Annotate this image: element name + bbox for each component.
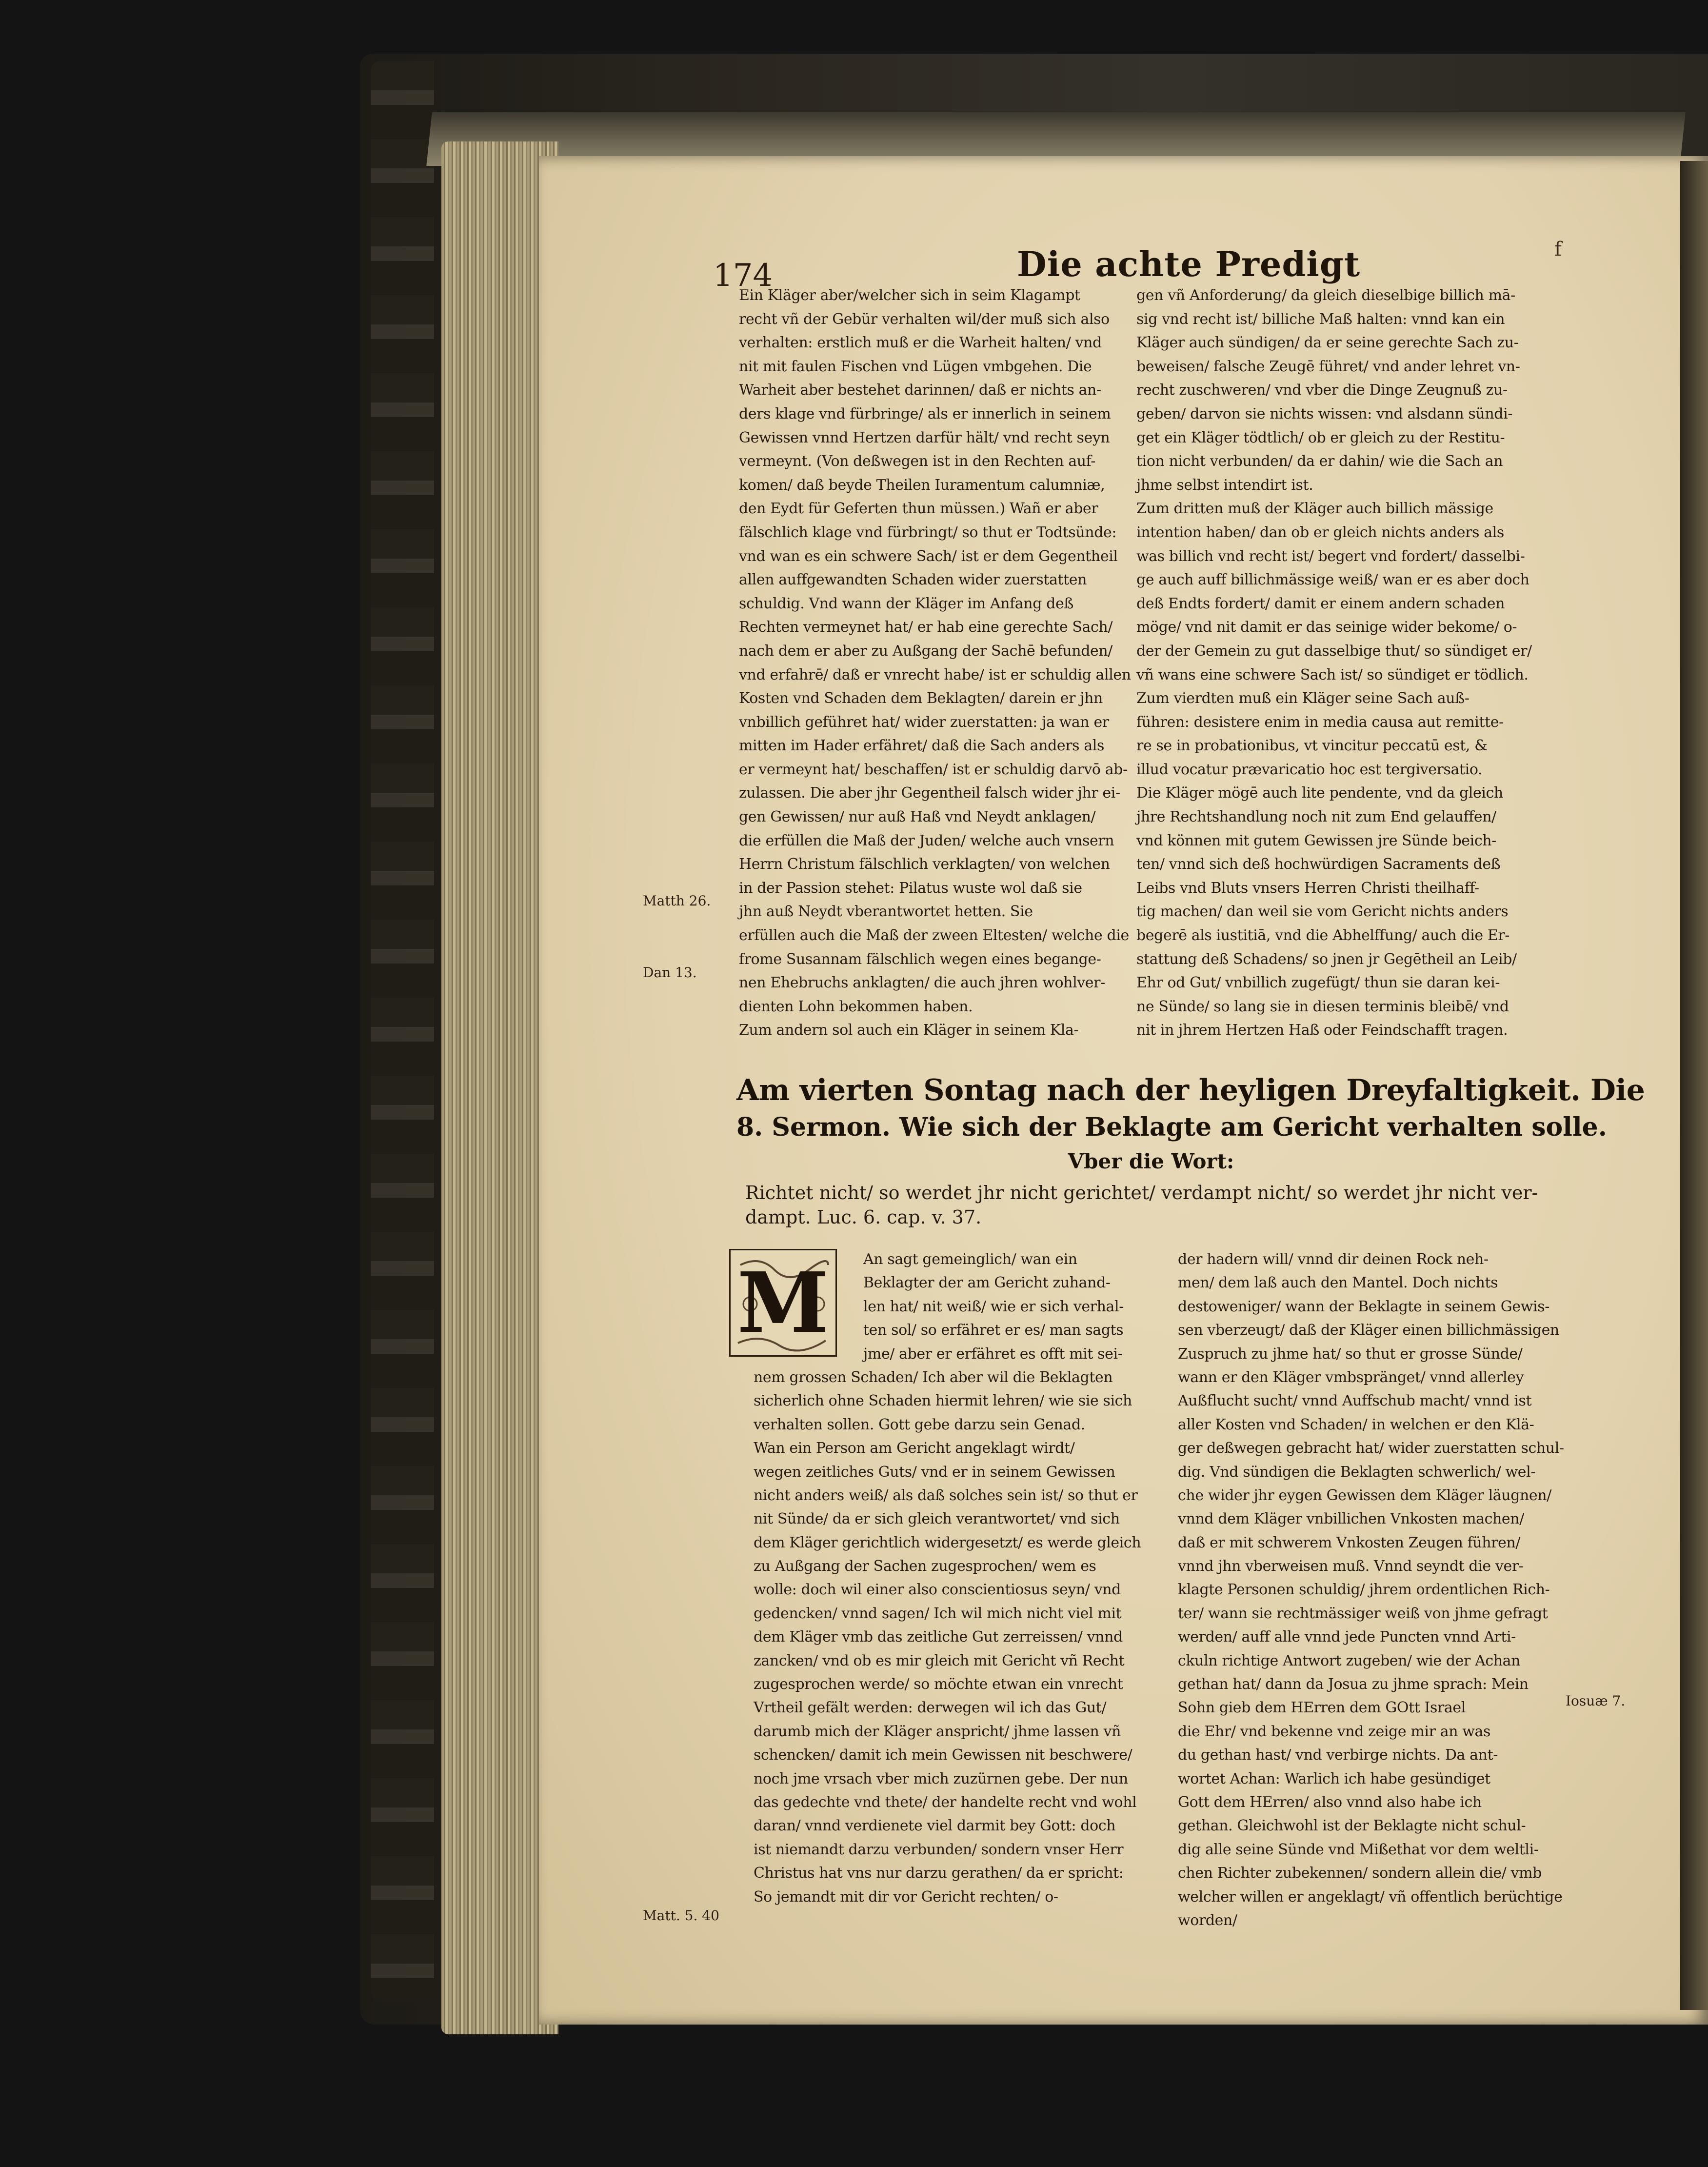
text-line: mitten im Hader erfähret/ daß die Sach anders als [739, 737, 1104, 755]
text-line: ne Sünde/ so lang sie in diesen terminis bleibē/ vnd [1136, 998, 1509, 1015]
text-line: den Eydt für Geferten thun müssen.) Wañ er aber [739, 500, 1098, 518]
text-line: geben/ darvon sie nichts wissen: vnd alsdann sündi- [1136, 405, 1512, 422]
margin-note-dan: Dan 13. [643, 964, 697, 981]
text-line: gethan. Gleichwohl ist der Beklagte nicht schul- [1178, 1817, 1526, 1835]
text-line: dig. Vnd sündigen die Beklagten schwerlich/ wel- [1178, 1463, 1536, 1481]
text-line: du gethan hast/ vnd verbirge nichts. Da ant- [1178, 1746, 1498, 1764]
text-line: tig machen/ dan weil sie vom Gericht nichts anders [1136, 903, 1509, 921]
text-line: Die Kläger mögē auch lite pendente, vnd da gleich [1136, 784, 1503, 802]
text-line: ter/ wann sie rechtmässiger weiß von jhme gefragt [1178, 1605, 1548, 1622]
text-line: werden/ auff alle vnnd jede Puncten vnnd Arti- [1178, 1628, 1516, 1646]
text-line: gethan hat/ dann da Josua zu jhme sprach: Mein [1178, 1676, 1529, 1693]
text-line: begerē als iustitiā, vnd die Abhelffung/ auch die Er- [1136, 927, 1509, 944]
text-line: dem Kläger vmb das zeitliche Gut zerreissen/ vnnd [754, 1628, 1123, 1646]
text-line: Vrtheil gefält werden: derwegen wil ich das Gut/ [754, 1699, 1107, 1717]
text-line: Kosten vnd Schaden dem Beklagten/ darein er jhn [739, 690, 1103, 707]
text-line: nen Ehebruchs anklagten/ die auch jhren wohlver- [739, 974, 1105, 992]
text-line: Ehr od Gut/ vnbillich zugefügt/ thun sie daran kei- [1136, 974, 1500, 992]
text-line: möge/ vnd nit damit er das seinige wider bekome/ o- [1136, 619, 1517, 636]
text-line: wegen zeitliches Guts/ vnd er in seinem Gewissen [754, 1463, 1115, 1481]
text-line: Richtet nicht/ so werdet jhr nicht gerichtet/ verdampt nicht/ so werdet jhr nicht ver- [745, 1182, 1538, 1204]
sermon-heading-line1: Am vierten Sontag nach der heyligen Dreyfaltigkeit. Die [736, 1073, 1645, 1107]
text-line: gen vñ Anforderung/ da gleich dieselbige billich mā- [1136, 287, 1515, 304]
text-line: stattung deß Schadens/ so jnen jr Gegētheil an Leib/ [1136, 950, 1517, 968]
text-line: Ein Kläger aber/welcher sich in seim Klagampt [739, 287, 1080, 304]
text-line: dem Kläger gerichtlich widergesetzt/ es werde gleich [754, 1534, 1141, 1551]
book-spine-edge [371, 61, 434, 2003]
text-line: noch jme vrsach vber mich zuzürnen gebe. Der nun [754, 1770, 1128, 1787]
page-mark: f [1554, 238, 1562, 261]
text-line: daran/ vnnd verdienete viel darmit bey Gott: doch [754, 1817, 1116, 1835]
text-line: komen/ daß beyde Theilen Iuramentum calumniæ, [739, 476, 1105, 494]
text-line: sen vberzeugt/ daß der Kläger einen billichmässigen [1178, 1322, 1559, 1339]
text-column-right-lower [1178, 1248, 1564, 1932]
text-line: recht zuschweren/ vnd vber die Dinge Zeugnuß zu- [1136, 381, 1508, 399]
text-line: führen: desistere enim in media causa aut remitte- [1136, 713, 1504, 731]
text-line: ge auch auff billichmässige weiß/ wan er es aber doch [1136, 571, 1529, 589]
text-line: ten sol/ so erfähret er es/ man sagts [863, 1322, 1124, 1339]
text-line: Wan ein Person am Gericht angeklagt wirdt/ [754, 1440, 1075, 1457]
text-line: dienten Lohn bekommen haben. [739, 998, 973, 1015]
text-line: vnnd dem Kläger vnbillichen Vnkosten machen/ [1178, 1510, 1524, 1528]
text-line: ger deßwegen gebracht hat/ wider zuerstatten schul- [1178, 1440, 1564, 1457]
margin-note-matt: Matt. 5. 40 [643, 1907, 719, 1924]
text-line: nicht anders weiß/ als daß solches sein ist/ so thut er [754, 1486, 1138, 1504]
text-line: nit Sünde/ da er sich gleich verantwortet/ vnd sich [754, 1510, 1120, 1528]
text-line: Gott dem HErren/ also vnnd also habe ich [1178, 1793, 1482, 1811]
text-line: gen Gewissen/ nur auß Haß vnd Neydt anklagen/ [739, 808, 1096, 826]
text-line: nach dem er aber zu Außgang der Sachē befunden/ [739, 642, 1112, 660]
text-line: intention haben/ dan ob er gleich nichts anders als [1136, 523, 1504, 541]
margin-note-iosue: Iosuæ 7. [1566, 1693, 1626, 1709]
text-line: jhre Rechtshandlung noch nit zum End gelauffen/ [1136, 808, 1496, 826]
text-line: An sagt gemeinglich/ wan ein [863, 1251, 1077, 1268]
margin-note-matth: Matth 26. [643, 893, 711, 909]
initial-letter: M [737, 1254, 829, 1352]
text-line: verhalten: erstlich muß er die Warheit halten/ vnd [739, 334, 1102, 352]
text-line: dig alle seine Sünde vnd Mißethat vor dem weltli- [1178, 1841, 1539, 1858]
text-line: vnd können mit gutem Gewissen jre Sünde beich- [1136, 832, 1496, 849]
running-head: Die achte Predigt [1017, 244, 1361, 284]
text-line: sicherlich ohne Schaden hiermit lehren/ wie sie sich [754, 1392, 1132, 1410]
text-line: sig vnd recht ist/ billiche Maß halten: vnnd kan ein [1136, 310, 1505, 328]
text-line: vnnd jhn vberweisen muß. Vnnd seyndt die ver- [1178, 1558, 1524, 1575]
text-line: ist niemandt darzu verbunden/ sondern vnser Herr [754, 1841, 1124, 1858]
text-line: zu Außgang der Sachen zugesprochen/ wem es [754, 1558, 1096, 1575]
text-line: was billich vnd recht ist/ begert vnd fordert/ dasselbi- [1136, 547, 1525, 565]
text-line: klagte Personen schuldig/ jhrem ordentlichen Rich- [1178, 1581, 1550, 1599]
text-line: jhn auß Neydt vberantwortet hetten. Sie [739, 903, 1033, 921]
sermon-heading-line2: 8. Sermon. Wie sich der Beklagte am Gericht verhalten solle. [736, 1112, 1607, 1142]
text-line: zancken/ vnd ob es mir gleich mit Gericht vñ Recht [754, 1652, 1125, 1669]
scripture-quote [745, 1181, 1565, 1229]
sermon-heading-line3: Vber die Wort: [1068, 1149, 1234, 1173]
text-line: der hadern will/ vnnd dir deinen Rock neh- [1178, 1251, 1489, 1268]
adjacent-page-edge [1680, 161, 1708, 2010]
sermon-heading [736, 1071, 1645, 1176]
text-line: schuldig. Vnd wann der Kläger im Anfang deß [739, 595, 1073, 612]
text-line: destoweniger/ wann der Beklagte in seinem Gewis- [1178, 1298, 1549, 1315]
text-line: Zum andern sol auch ein Kläger in seinem Kla- [739, 1022, 1079, 1039]
text-line: vñ wans eine schwere Sach ist/ so sündiget er tödlich. [1136, 666, 1529, 683]
text-line: wortet Achan: Warlich ich habe gesündiget [1178, 1770, 1490, 1787]
text-line: men/ dem laß auch den Mantel. Doch nichts [1178, 1274, 1498, 1292]
text-line: verhalten sollen. Gott gebe darzu sein Genad. [754, 1416, 1085, 1433]
text-line: chen Richter zubekennen/ sondern allein die/ vmb [1178, 1865, 1542, 1882]
text-line: dampt. Luc. 6. cap. v. 37. [745, 1206, 982, 1228]
text-column-left-lower [754, 1248, 1144, 1909]
text-line: get ein Kläger tödtlich/ ob er gleich zu der Restitu- [1136, 429, 1505, 446]
text-line: Leibs vnd Bluts vnsers Herren Christi theilhaff- [1136, 879, 1479, 897]
text-line: der der Gemein zu gut dasselbige thut/ so sündiget er/ [1136, 642, 1532, 660]
text-line: schencken/ damit ich mein Gewissen nit beschwere/ [754, 1746, 1132, 1764]
text-line: vnd wan es ein schwere Sach/ ist er dem Gegentheil [739, 547, 1118, 565]
text-line: fälschlich klage vnd fürbringt/ so thut er Todtsünde: [739, 523, 1117, 541]
text-line: So jemandt mit dir vor Gericht rechten/ o- [754, 1888, 1058, 1906]
text-line: Außflucht sucht/ vnnd Auffschub macht/ vnnd ist [1178, 1392, 1532, 1410]
text-line: welcher willen er angeklagt/ vñ offentlich berüchtige [1178, 1888, 1563, 1906]
text-line: in der Passion stehet: Pilatus wuste wol daß sie [739, 879, 1082, 897]
text-line: che wider jhr eygen Gewissen dem Kläger läugnen/ [1178, 1486, 1551, 1504]
text-line: Gewissen vnnd Hertzen darfür hält/ vnd recht seyn [739, 429, 1110, 446]
text-line: re se in probationibus, vt vincitur peccatū est, & [1136, 737, 1488, 755]
text-line: Herrn Christum fälschlich verklagten/ von welchen [739, 856, 1110, 873]
text-line: deß Endts fordert/ damit er einem andern schaden [1136, 595, 1505, 612]
text-line: ckuln richtige Antwort zugeben/ wie der Achan [1178, 1652, 1521, 1669]
text-line: illud vocatur prævaricatio hoc est tergiversatio. [1136, 761, 1483, 778]
text-line: vnbillich geführet hat/ wider zuerstatten: ja wan er [739, 713, 1109, 731]
text-line: ten/ vnnd sich deß hochwürdigen Sacraments deß [1136, 856, 1501, 873]
text-line: frome Susannam fälschlich wegen eines begange- [739, 950, 1101, 968]
text-line: vnd erfahrē/ daß er vnrecht habe/ ist er schuldig allen [739, 666, 1131, 683]
text-line: tion nicht verbunden/ da er dahin/ wie die Sach an [1136, 453, 1503, 470]
text-line: aller Kosten vnd Schaden/ in welchen er den Klä- [1178, 1416, 1534, 1433]
text-line: vermeynt. (Von deßwegen ist in den Rechten auf- [739, 453, 1095, 470]
text-column-left-upper [739, 284, 1129, 1043]
text-line: ders klage vnd fürbringe/ als er innerlich in seinem [739, 405, 1111, 422]
text-line: zulassen. Die aber jhr Gegentheil falsch wider jhr ei- [739, 784, 1120, 802]
text-line: nit mit faulen Fischen vnd Lügen vmbgehen. Die [739, 358, 1092, 375]
text-line: gedencken/ vnnd sagen/ Ich wil mich nicht viel mit [754, 1605, 1122, 1622]
text-line: recht vñ der Gebür verhalten wil/der muß sich also [739, 310, 1110, 328]
text-line: len hat/ nit weiß/ wie er sich verhal- [863, 1298, 1124, 1315]
text-column-right-upper [1136, 284, 1561, 1043]
text-line: darumb mich der Kläger anspricht/ jhme lassen vñ [754, 1723, 1121, 1740]
text-line: jhme selbst intendirt ist. [1136, 476, 1313, 494]
text-line: nit in jhrem Hertzen Haß oder Feindschafft tragen. [1136, 1022, 1508, 1039]
text-line: Beklagter der am Gericht zuhand- [863, 1274, 1111, 1292]
text-line: zugesprochen werde/ so möchte etwan ein vnrecht [754, 1676, 1123, 1693]
text-line: daß er mit schwerem Vnkosten Zeugen führen/ [1178, 1534, 1521, 1551]
text-line: Rechten vermeynet hat/ er hab eine gerechte Sach/ [739, 619, 1113, 636]
text-line: er vermeynt hat/ beschaffen/ ist er schuldig darvō ab- [739, 761, 1128, 778]
text-line: allen auffgewandten Schaden wider zuerstatten [739, 571, 1087, 589]
text-line: nem grossen Schaden/ Ich aber wil die Beklagten [754, 1368, 1113, 1386]
text-line: jme/ aber er erfähret es offt mit sei- [863, 1345, 1123, 1363]
text-line: wann er den Kläger vmbspränget/ vnnd allerley [1178, 1368, 1524, 1386]
text-line: Zuspruch zu jhme hat/ so thut er grosse Sünde/ [1178, 1345, 1523, 1363]
text-line: worden/ [1178, 1911, 1237, 1929]
text-line: Sohn gieb dem HErren dem GOtt Israel [1178, 1699, 1466, 1717]
text-line: Zum dritten muß der Kläger auch billich mässige [1136, 500, 1493, 518]
text-line: Christus hat vns nur darzu gerathen/ da er spricht: [754, 1865, 1124, 1882]
text-line: Kläger auch sündigen/ da er seine gerechte Sach zu- [1136, 334, 1519, 352]
text-line: beweisen/ falsche Zeugē führet/ vnd ander lehret vn- [1136, 358, 1520, 375]
page-number: 174 [713, 258, 773, 294]
text-line: erfüllen auch die Maß der zween Eltesten/ welche die [739, 927, 1129, 944]
text-line: das gedechte vnd thete/ der handelte recht vnd wohl [754, 1793, 1137, 1811]
text-line: die erfüllen die Maß der Juden/ welche auch vnsern [739, 832, 1114, 849]
text-line: Warheit aber bestehet darinnen/ daß er nichts an- [739, 381, 1101, 399]
text-line: Zum vierdten muß ein Kläger seine Sach auß- [1136, 690, 1470, 707]
text-line: die Ehr/ vnd bekenne vnd zeige mir an was [1178, 1723, 1491, 1740]
text-line: wolle: doch wil einer also conscientiosus seyn/ vnd [754, 1581, 1121, 1599]
